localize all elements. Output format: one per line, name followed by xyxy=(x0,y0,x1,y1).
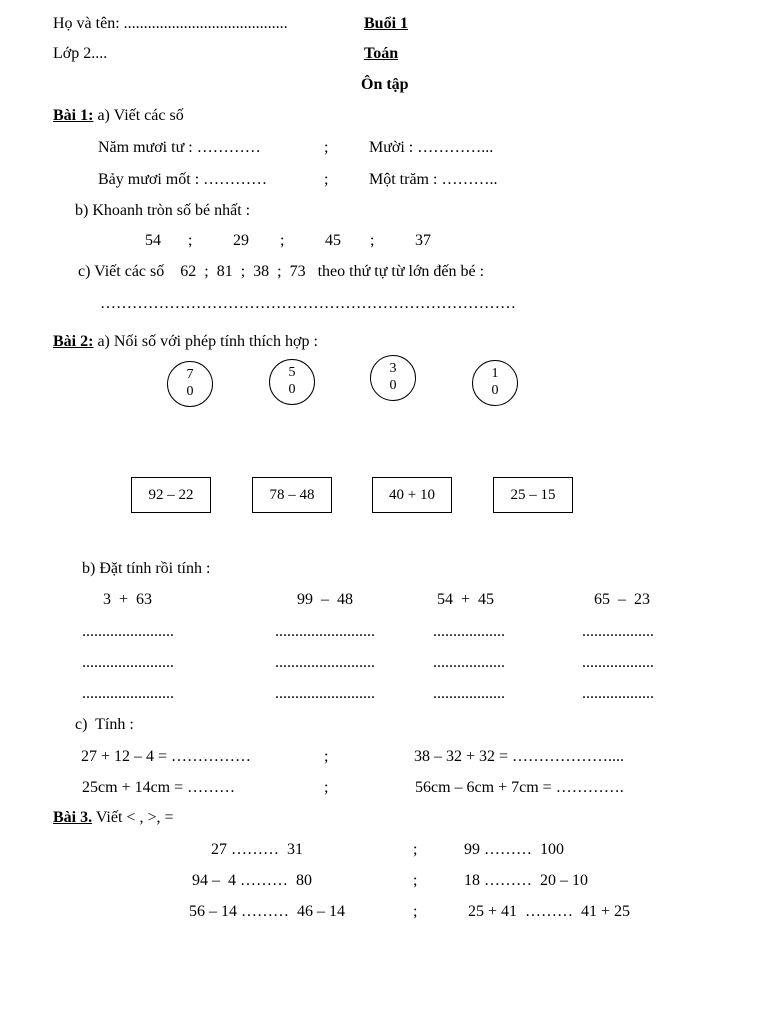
expression-box[interactable]: 40 + 10 xyxy=(372,477,452,513)
answer-dots: ......................... xyxy=(275,654,375,671)
number-circle[interactable] xyxy=(472,360,518,406)
circle-digit: 0 xyxy=(186,384,194,399)
bai1-b-sep: ; xyxy=(280,232,285,249)
bai3-line xyxy=(53,810,174,826)
bai1-row2-right: Một trăm : ……….. xyxy=(369,171,498,188)
bai3-heading: Bài 3. xyxy=(53,809,93,826)
answer-dots: ....................... xyxy=(82,654,174,671)
compare-sep: ; xyxy=(413,872,418,889)
bai2-c-row2-left: 25cm + 14cm = ……… xyxy=(82,779,236,796)
circle-digit: 3 xyxy=(389,361,397,376)
bai1-line xyxy=(53,108,184,124)
answer-dots: .................. xyxy=(582,623,654,640)
subject-title: Toán xyxy=(364,45,399,62)
bai2-b-expression: 65 – 23 xyxy=(594,591,650,608)
compare-left: 27 ……… 31 xyxy=(211,841,303,858)
bai2-c-text: c) Tính : xyxy=(75,716,134,733)
expression-box[interactable]: 92 – 22 xyxy=(131,477,211,513)
number-circle[interactable] xyxy=(167,361,213,407)
class-field-label: Lớp 2.... xyxy=(53,45,108,62)
bai2-c-row1-left: 27 + 12 – 4 = …………… xyxy=(81,748,252,765)
answer-dots: .................. xyxy=(582,685,654,702)
bai1-b-number: 37 xyxy=(415,232,431,249)
bai2-c-row2-right: 56cm – 6cm + 7cm = …………. xyxy=(415,779,624,796)
name-field-label: Họ và tên: ......................................... xyxy=(53,15,288,32)
bai1-row1-sep: ; xyxy=(324,139,329,156)
bai1-b-sep: ; xyxy=(370,232,375,249)
bai1-b-text: b) Khoanh tròn số bé nhất : xyxy=(75,202,251,219)
bai2-c-row1-right: 38 – 32 + 32 = ……………….... xyxy=(414,748,625,765)
bai1-a-text: a) Viết các số xyxy=(93,107,184,124)
compare-left: 56 – 14 ……… 46 – 14 xyxy=(189,903,345,920)
circle-digit: 0 xyxy=(288,382,296,397)
bai2-b-expression: 3 + 63 xyxy=(103,591,153,608)
bai1-heading: Bài 1: xyxy=(53,107,94,124)
expression-box[interactable]: 78 – 48 xyxy=(252,477,332,513)
bai3-text: Viết < , >, = xyxy=(92,809,174,826)
compare-left: 94 – 4 ……… 80 xyxy=(192,872,312,889)
answer-dots: ....................... xyxy=(82,685,174,702)
bai1-c-text: c) Viết các số 62 ; 81 ; 38 ; 73 theo thứ tự từ lớn đến bé : xyxy=(78,263,485,280)
answer-dots: ....................... xyxy=(82,623,174,640)
answer-dots: .................. xyxy=(433,654,505,671)
bai2-c-row2-sep: ; xyxy=(324,779,329,796)
answer-dots: ......................... xyxy=(275,623,375,640)
bai2-heading: Bài 2: xyxy=(53,333,94,350)
compare-right: 18 ……… 20 – 10 xyxy=(464,872,588,889)
answer-dots: .................. xyxy=(433,623,505,640)
bai2-c-row1-sep: ; xyxy=(324,748,329,765)
bai1-row1-right: Mười : …………... xyxy=(369,139,494,156)
bai2-a-text: a) Nối số với phép tính thích hợp : xyxy=(93,333,318,350)
bai1-b-number: 45 xyxy=(325,232,341,249)
answer-dots: .................. xyxy=(582,654,654,671)
bai1-row1-left: Năm mươi tư : ………… xyxy=(98,139,261,156)
compare-right: 25 + 41 ……… 41 + 25 xyxy=(468,903,631,920)
circle-digit: 5 xyxy=(288,365,296,380)
number-circle[interactable] xyxy=(269,359,315,405)
compare-sep: ; xyxy=(413,841,418,858)
circle-digit: 0 xyxy=(389,378,397,393)
bai2-b-text: b) Đặt tính rồi tính : xyxy=(82,560,211,577)
circle-digit: 0 xyxy=(491,383,499,398)
number-circle[interactable] xyxy=(370,355,416,401)
bai1-row2-sep: ; xyxy=(324,171,329,188)
bai2-b-expression: 99 – 48 xyxy=(297,591,353,608)
answer-dots: .................. xyxy=(433,685,505,702)
circle-digit: 7 xyxy=(186,367,194,382)
expression-box[interactable]: 25 – 15 xyxy=(493,477,573,513)
bai1-b-number: 54 xyxy=(145,232,161,249)
bai1-b-number: 29 xyxy=(233,232,249,249)
bai2-line xyxy=(53,334,318,350)
compare-right: 99 ……… 100 xyxy=(464,841,564,858)
bai1-row2-left: Bảy mươi mốt : ………… xyxy=(98,171,268,188)
circle-digit: 1 xyxy=(491,366,499,381)
compare-sep: ; xyxy=(413,903,418,920)
bai2-b-expression: 54 + 45 xyxy=(437,591,495,608)
answer-dots: ......................... xyxy=(275,685,375,702)
bai1-c-answer-line: …………………………………………………………………… xyxy=(100,295,516,312)
session-label: Buổi 1 xyxy=(364,15,409,32)
bai1-b-sep: ; xyxy=(188,232,193,249)
topic-title: Ôn tập xyxy=(361,76,409,93)
